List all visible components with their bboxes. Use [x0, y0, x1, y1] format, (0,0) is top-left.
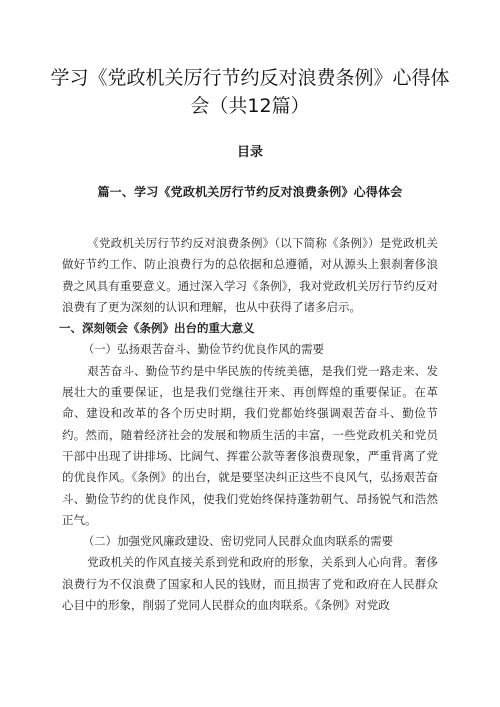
heading-level-1: 一、深刻领会《条例》出台的重大意义 — [59, 321, 255, 336]
document-body — [59, 233, 438, 616]
body-paragraph-1: 艰苦奋斗、勤俭节约是中华民族的传统美德，是我们党一路走来、发展壮大的重要保证，也是我们党继往开来、再创辉煌的重要保证。在革命、建设和改革的各个历史时期，我们党都始终强调艰苦奋斗、勤俭节约。然而，随着经济社会的发展和物质生活的丰富，一些党政机关和党员干部中出现了讲排场、比阔气、挥霍公款等奢侈浪费现象，严重背离了党的优良作风。《条例》的出台，就是要坚决纠正这些不良风气，弘扬艰苦奋斗、勤俭节约的优良作风，使我们党始终保持蓬勃朝气、昂扬锐气和浩然正气。 — [62, 363, 438, 527]
intro-paragraph: 《党政机关厉行节约反对浪费条例》（以下简称《条例》）是党政机关做好节约工作、防止浪费行为的总依据和总遵循，对从源头上狠刹奢侈浪费之风具有重要意义。通过深入学习《条例》，我对党政机关厉行节约反对浪费有了更为深刻的认识和理解，也从中获得了诸多启示。 — [62, 236, 438, 314]
section-title: 篇一、学习《党政机关厉行节约反对浪费条例》心得体会 — [97, 185, 403, 199]
subheading-2: （二）加强党风廉政建设、密切党同人民群众血肉联系的需要 — [82, 534, 394, 549]
subheading-1: （一）弘扬艰苦奋斗、勤俭节约优良作风的需要 — [82, 342, 325, 357]
document-title: 学习《党政机关厉行节约反对浪费条例》心得体会（共12篇） — [50, 67, 450, 117]
toc-heading: 目录 — [236, 145, 263, 160]
body-paragraph-2: 党政机关的作风直接关系到党和政府的形象，关系到人心向背。奢侈浪费行为不仅浪费了国家和人民的钱财，而且损害了党和政府在人民群众心目中的形象，削弱了党同人民群众的血肉联系。《条例》对党政 — [62, 555, 438, 613]
